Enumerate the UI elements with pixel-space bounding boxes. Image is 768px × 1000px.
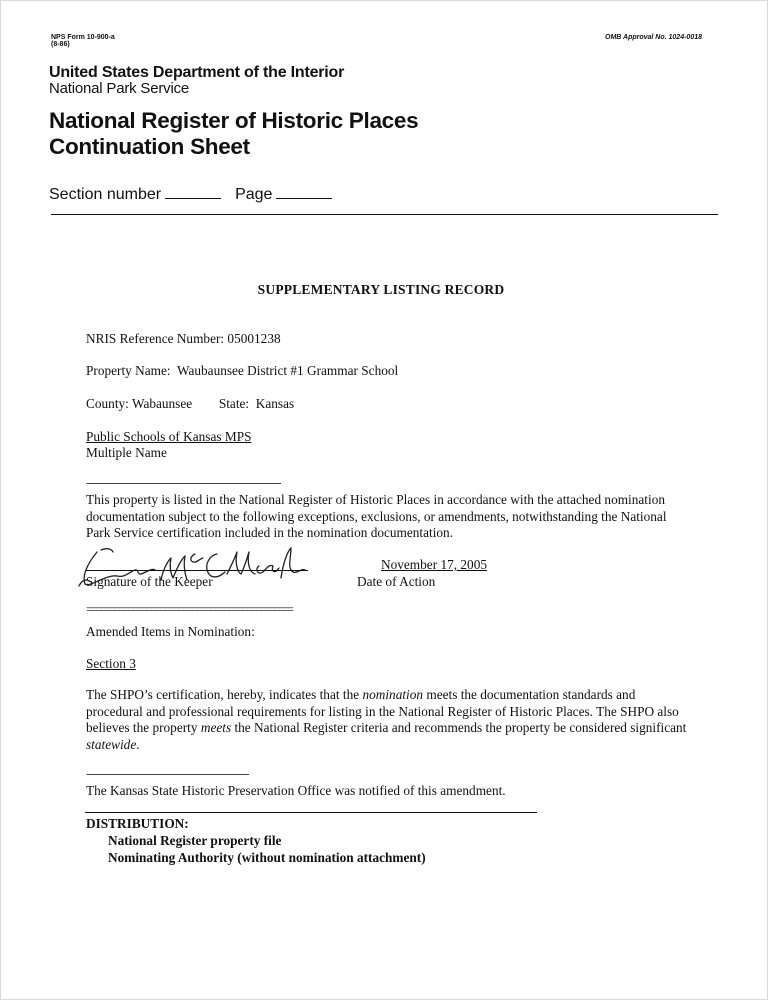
property-row — [86, 363, 398, 379]
notification-statement: The Kansas State Historic Preservation Office was notified of this amendment. — [86, 783, 506, 798]
page-blank — [276, 185, 332, 199]
action-date: November 17, 2005 — [381, 557, 487, 572]
nris-value: 05001238 — [227, 331, 281, 346]
form-number — [51, 34, 115, 48]
page-label: Page — [235, 186, 273, 203]
section-page-row — [49, 185, 346, 204]
amend-text-3: the National Register criteria and recommends the property be considered significant — [231, 720, 687, 735]
separator-equals: ============================================= — [86, 602, 292, 616]
state-value: Kansas — [255, 396, 295, 411]
state-label: State: — [218, 396, 250, 411]
amend-text-1: The SHPO’s certification, hereby, indicates that the — [86, 687, 363, 702]
amend-italic-2: meets — [200, 720, 232, 735]
distribution-label: DISTRIBUTION: — [86, 816, 189, 831]
multiple-name-label: Multiple Name — [86, 445, 167, 460]
county-label: County: — [86, 396, 129, 411]
amend-text-2: meets the documentation standards and procedural and professional requirements for listing in the National Register of Historic Places. The SHPO also believes the property — [86, 687, 679, 735]
form-date-text: (8-86) — [51, 41, 70, 48]
section-number-blank — [165, 185, 221, 199]
form-number-text: NPS Form 10-900-a — [51, 34, 115, 41]
form-title-line1: National Register of Historic Places — [49, 108, 419, 133]
distribution-rule — [85, 812, 537, 813]
distribution-item: National Register property file — [108, 833, 282, 848]
amendment-text — [86, 687, 691, 753]
distribution-item: Nominating Authority (without nomination attachment) — [108, 850, 426, 865]
county-value: Wabaunsee — [131, 396, 193, 411]
header-rule — [51, 214, 718, 215]
separator-dashes-2: ------------------------------------------------------------- — [86, 768, 249, 780]
multiple-property-name: Public Schools of Kansas MPS — [86, 429, 252, 444]
omb-approval: OMB Approval No. 1024-0018 — [605, 34, 702, 41]
property-label: Property Name: — [86, 363, 171, 378]
section-reference: Section 3 — [86, 656, 136, 671]
amended-items-label: Amended Items in Nomination: — [86, 624, 255, 639]
signature-label: Signature of the Keeper — [86, 574, 213, 589]
amend-italic-3: statewide — [86, 736, 137, 752]
record-heading: SUPPLEMENTARY LISTING RECORD — [257, 282, 505, 297]
amend-italic-1: nomination — [362, 687, 424, 702]
separator-dashes-1: ------------------------------------------------------------------------- — [86, 477, 281, 489]
signature-line — [86, 570, 308, 571]
county-state-row — [86, 396, 294, 412]
nris-row — [86, 331, 281, 347]
date-of-action-label: Date of Action — [357, 574, 436, 589]
amend-text-4: . — [136, 736, 140, 752]
property-value: Waubaunsee District #1 Grammar School — [176, 363, 399, 378]
department-name: United States Department of the Interior — [49, 64, 345, 81]
form-title-line2: Continuation Sheet — [49, 134, 250, 159]
listing-statement: This property is listed in the National Register of Historic Places in accordance with the attached nomination documentation subject to the following exceptions, exclusions, or amendments, notwithstanding the National Park Service certification included in the nomination documentation. — [86, 492, 667, 540]
section-number-label: Section number — [49, 186, 162, 203]
agency-name: National Park Service — [49, 80, 190, 97]
nris-label: NRIS Reference Number: — [86, 331, 225, 346]
